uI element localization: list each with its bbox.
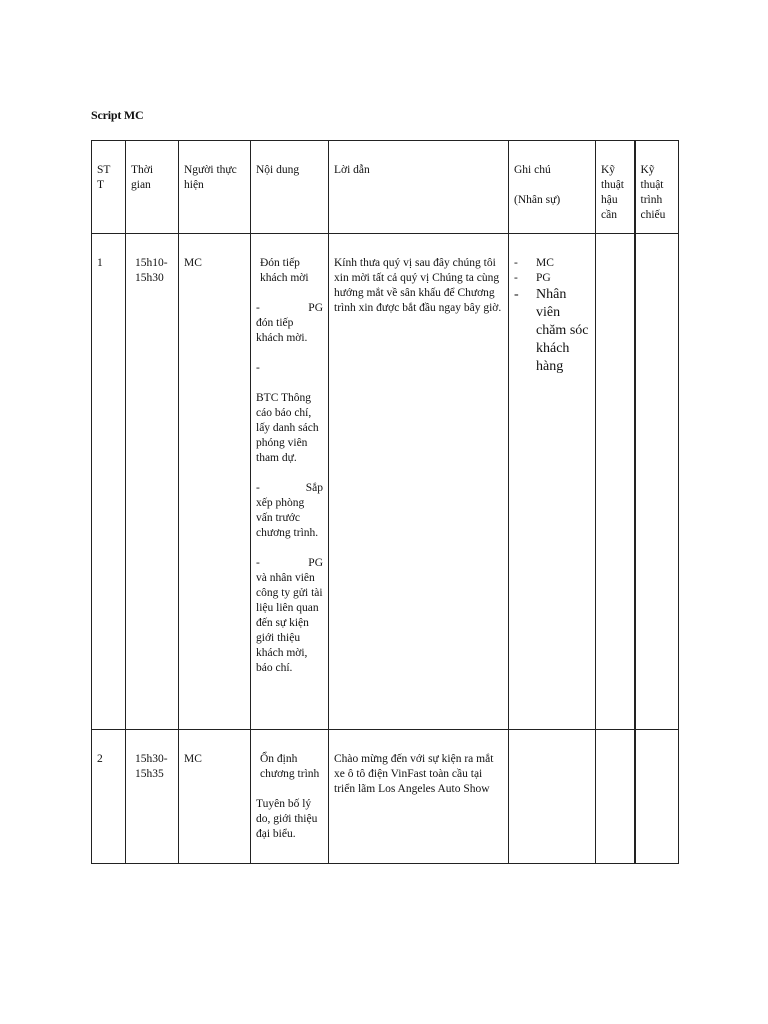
row1-person-value: MC — [184, 257, 202, 269]
row2-person — [179, 730, 251, 864]
row1-notes — [509, 234, 596, 730]
table-header-row — [92, 141, 679, 234]
table-row — [92, 730, 679, 864]
content-item — [256, 481, 323, 541]
page-title: Script MC — [91, 108, 144, 122]
header-logistics — [596, 141, 635, 234]
list-item-text: MC — [536, 257, 554, 269]
list-item-dash: - — [514, 272, 518, 284]
list-item — [514, 271, 590, 286]
header-stt — [92, 141, 126, 234]
row1-stt-value: 1 — [97, 257, 103, 269]
content-item-text: BTC Thông cáo báo chí, lấy danh sách phóng viên tham dự. — [256, 392, 319, 464]
row2-stt — [92, 730, 126, 864]
content-item — [256, 556, 323, 676]
content-item-word: Sắp — [305, 482, 323, 494]
header-projection-label: Kỹ thuật trình chiếu — [640, 164, 666, 221]
list-item — [514, 256, 590, 271]
row2-stt-value: 2 — [97, 753, 103, 765]
list-item — [514, 286, 590, 376]
content-item-text: và nhân viên công ty gửi tài liệu liên quan đến sự kiện giới thiệu khách mời, báo chí. — [256, 572, 323, 674]
header-time-label: Thời gian — [131, 164, 154, 191]
script-table — [91, 140, 679, 864]
row1-projection — [635, 234, 679, 730]
header-person — [179, 141, 251, 234]
header-lines-label: Lời dẫn — [334, 164, 370, 176]
content-item-dash: - — [256, 362, 260, 374]
row2-time — [126, 730, 179, 864]
content-item — [256, 361, 323, 376]
header-lines — [329, 141, 509, 234]
list-item-text: PG — [536, 272, 551, 284]
header-person-label: Người thực hiện — [184, 164, 237, 191]
row2-lines-text: Chào mừng đến với sự kiện ra mắt xe ô tô điện VinFast toàn cầu tại triển lãm Los Angeles Auto Show — [334, 753, 494, 795]
header-projection — [635, 141, 679, 234]
row1-person — [179, 234, 251, 730]
content-item-word: PG — [308, 302, 323, 314]
list-item-dash: - — [514, 257, 518, 269]
content-item-word: PG — [308, 557, 323, 569]
content-item-dash: - — [256, 302, 260, 314]
row1-logistics — [596, 234, 635, 730]
row2-content-a: Ổn định chương trình — [260, 753, 320, 780]
row1-content — [251, 234, 329, 730]
header-time — [126, 141, 179, 234]
staff-list — [514, 256, 590, 376]
row2-lines — [329, 730, 509, 864]
row2-time-value: 15h30- 15h35 — [135, 753, 168, 780]
content-item — [256, 391, 323, 466]
row2-projection — [635, 730, 679, 864]
header-content-label: Nội dung — [256, 164, 300, 176]
header-content — [251, 141, 329, 234]
header-note — [509, 141, 596, 234]
row1-lines-text: Kính thưa quý vị sau đây chúng tôi xin mời tất cả quý vị Chúng ta cùng hướng mắt về sân khấu để Chương trình xin được bắt đầu ngay bây giờ. — [334, 257, 502, 314]
list-item-dash: - — [514, 287, 519, 302]
row1-stt — [92, 234, 126, 730]
content-item-dash: - — [256, 557, 260, 569]
row1-time-value: 15h10- 15h30 — [135, 257, 168, 284]
row1-lines — [329, 234, 509, 730]
row2-notes — [509, 730, 596, 864]
content-item-dash: - — [256, 482, 260, 494]
header-logistics-label: Kỹ thuật hậu cần — [601, 164, 624, 221]
content-item-text: xếp phòng vấn trước chương trình. — [256, 497, 319, 539]
row2-content — [251, 730, 329, 864]
row2-content-b: Tuyên bố lý do, giới thiệu đại biểu. — [256, 798, 318, 840]
row2-logistics — [596, 730, 635, 864]
content-item-text: đón tiếp khách mời. — [256, 317, 308, 344]
header-note-label: Ghi chú — [514, 164, 551, 176]
header-stt-label: ST T — [97, 164, 111, 191]
row1-time — [126, 234, 179, 730]
row2-person-value: MC — [184, 753, 202, 765]
header-note-sub: (Nhân sự) — [514, 194, 561, 206]
list-item-text: Nhân viên chăm sóc khách hàng — [536, 287, 589, 374]
row1-content-intro: Đón tiếp khách mời — [260, 257, 309, 284]
content-item — [256, 301, 323, 346]
table-row — [92, 234, 679, 730]
